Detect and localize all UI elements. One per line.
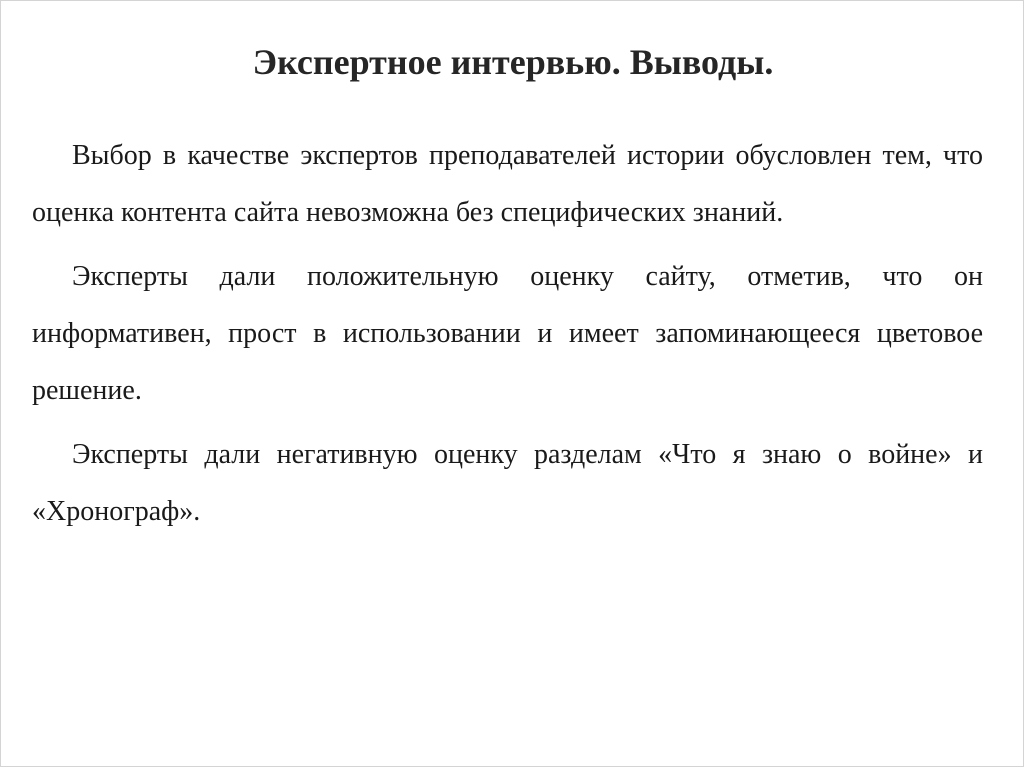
slide-body bbox=[32, 127, 983, 547]
paragraph-expert-choice: Выбор в качестве экспертов преподавателей истории обусловлен тем, что оценка контента сайта невозможна без специфических знаний. bbox=[32, 140, 983, 228]
paragraph-positive-evaluation: Эксперты дали положительную оценку сайту, отметив, что он информативен, прост в использовании и имеет запоминающееся цветовое решение. bbox=[32, 261, 983, 406]
paragraph-negative-evaluation: Эксперты дали негативную оценку разделам «Что я знаю о войне» и «Хронограф». bbox=[32, 439, 983, 527]
slide-title: Экспертное интервью. Выводы. bbox=[252, 42, 774, 82]
